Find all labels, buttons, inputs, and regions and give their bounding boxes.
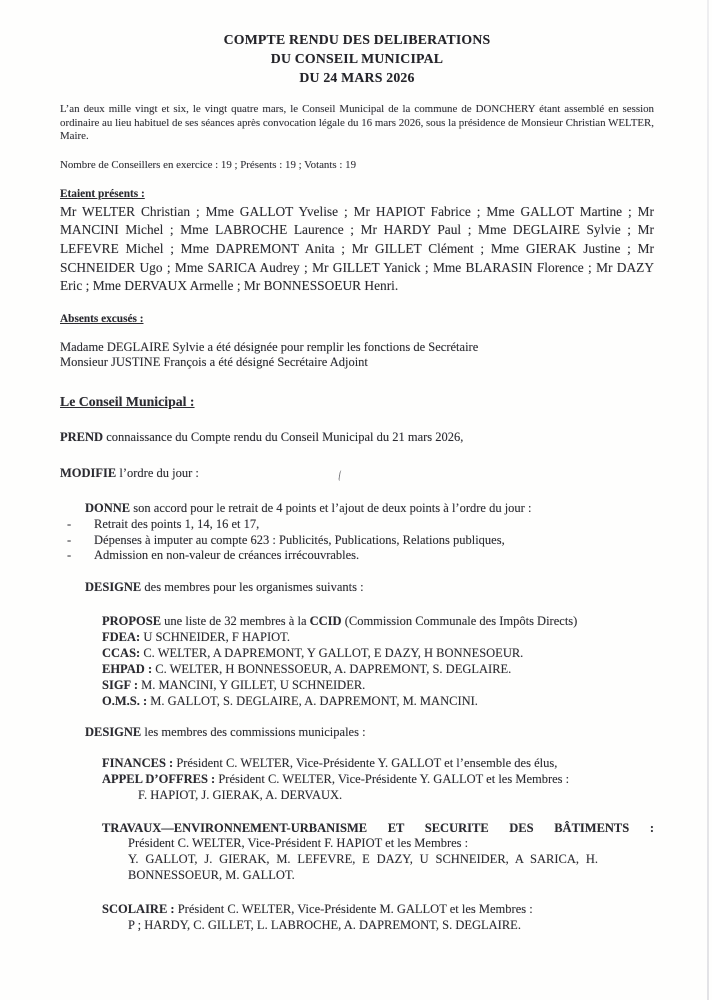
commissions-block xyxy=(102,756,654,788)
organisme-ccas xyxy=(102,645,654,661)
document-title xyxy=(60,30,654,87)
present-heading: Etaient présents : xyxy=(60,187,145,200)
commission-scolaire-members: P ; HARDY, C. GILLET, L. LABROCHE, A. DAPREMONT, S. DEGLAIRE. xyxy=(128,917,521,932)
organisme-label: O.M.S. : xyxy=(102,693,148,708)
list-item-text: Admission en non-valeur de créances irrécouvrables. xyxy=(94,548,360,563)
keyword-propose: PROPOSE xyxy=(102,613,162,628)
organisme-members: M. MANCINI, Y GILLET, U SCHNEIDER. xyxy=(141,677,366,692)
organisme-fdea xyxy=(102,629,654,645)
commission-appel-members: F. HAPIOT, J. GIERAK, A. DERVAUX. xyxy=(138,787,343,802)
organisme-ehpad xyxy=(102,661,654,677)
statement-modifie xyxy=(60,466,654,482)
keyword-designe: DESIGNE xyxy=(85,580,142,595)
commission-travaux-label: TRAVAUX—ENVIRONNEMENT-URBANISME ET SECURITE DES BÂTIMENTS : xyxy=(102,820,654,835)
propose-text-after: (Commission Communale des Impôts Directs) xyxy=(344,613,578,628)
commission-finances xyxy=(102,756,654,772)
statement-donne xyxy=(85,501,654,517)
secretary-line-2: Monsieur JUSTINE François a été désigné Secrétaire Adjoint xyxy=(60,355,368,370)
organismes-block xyxy=(102,613,654,709)
absent-heading: Absents excusés : xyxy=(60,312,144,325)
title-line-3: DU 24 MARS 2026 xyxy=(299,70,415,85)
statement-designe-commissions xyxy=(85,725,654,741)
commission-text: Président C. WELTER, Vice-Présidente Y. GALLOT et l’ensemble des élus, xyxy=(176,756,558,771)
secretary-line-1: Madame DEGLAIRE Sylvie a été désignée pour remplir les fonctions de Secrétaire xyxy=(60,339,479,354)
counts-line: Nombre de Conseillers en exercice : 19 ; Présents : 19 ; Votants : 19 xyxy=(60,158,357,171)
bullet-dash: - xyxy=(67,548,72,563)
list-item-text: Retrait des points 1, 14, 16 et 17, xyxy=(94,516,260,531)
statement-designe-text: des membres pour les organismes suivants : xyxy=(144,580,364,595)
list-item-text: Dépenses à imputer au compte 623 : Publicités, Publications, Relations publiques, xyxy=(94,532,505,547)
propose-line xyxy=(102,613,654,629)
commission-label: APPEL D’OFFRES : xyxy=(102,772,216,787)
statement-prend xyxy=(60,430,654,446)
keyword-designe: DESIGNE xyxy=(85,724,142,739)
bullet-dash: - xyxy=(67,516,72,531)
secretary-lines xyxy=(60,340,654,371)
keyword-modifie: MODIFIE xyxy=(60,465,117,480)
keyword-donne: DONNE xyxy=(85,501,131,516)
title-line-2: DU CONSEIL MUNICIPAL xyxy=(270,51,444,66)
statement-prend-text: connaissance du Compte rendu du Conseil Municipal du 21 mars 2026, xyxy=(106,429,464,444)
organisme-label: FDEA: xyxy=(102,629,141,644)
organisme-label: SIGF : xyxy=(102,677,138,692)
statement-designe-organismes xyxy=(85,580,654,596)
organisme-label: CCAS: xyxy=(102,645,141,660)
council-heading: Le Conseil Municipal : xyxy=(60,393,195,409)
organisme-members: U SCHNEIDER, F HAPIOT. xyxy=(143,629,290,644)
organisme-label: EHPAD : xyxy=(102,661,153,676)
keyword-prend: PREND xyxy=(60,429,104,444)
list-item-depenses xyxy=(67,533,654,549)
commission-label: FINANCES : xyxy=(102,756,174,771)
organisme-members: C. WELTER, H BONNESSOEUR, A. DAPREMONT, S. DEGLAIRE. xyxy=(155,661,512,676)
commission-appel-offres xyxy=(102,772,654,788)
list-item-admission xyxy=(67,548,654,564)
keyword-ccid: CCID xyxy=(309,613,342,628)
propose-text-before: une liste de 32 membres à la xyxy=(164,613,307,628)
organisme-oms xyxy=(102,693,654,709)
intro-paragraph: L’an deux mille vingt et six, le vingt quatre mars, le Conseil Municipal de la commune de DONCHERY étant assemblé en session ordinaire au lieu habituel de ses séances après convocation légale du 16 mars 2026, sous la présidence de Monsieur Christian WELTER, Maire. xyxy=(60,103,654,143)
commission-text: Président C. WELTER, Vice-Présidente M. GALLOT et les Membres : xyxy=(177,901,533,916)
statement-donne-text: son accord pour le retrait de 4 points et l’ajout de deux points à l’ordre du jour : xyxy=(133,501,532,516)
organisme-members: C. WELTER, A DAPREMONT, Y GALLOT, E DAZY, H BONNESOEUR. xyxy=(143,645,524,660)
commission-travaux-presidents: Président C. WELTER, Vice-Président F. HAPIOT et les Membres : xyxy=(128,836,469,851)
commission-scolaire xyxy=(102,902,654,918)
statement-modifie-text: l’ordre du jour : xyxy=(119,465,199,480)
bullet-dash: - xyxy=(67,532,72,547)
present-list: Mr WELTER Christian ; Mme GALLOT Yvelise ; Mr HAPIOT Fabrice ; Mme GALLOT Martine ; Mr MANCINI Michel ; Mme LABROCHE Laurence ; Mr HARDY Paul ; Mme DEGLAIRE Sylvie ; Mr LEFEVRE Michel ; Mme DAPREMONT Anita ; Mr GILLET Clément ; Mme GIERAK Justine ; Mr SCHNEIDER Ugo ; Mme SARICA Audrey ; Mr GILLET Yanick ; Mme BLARASIN Florence ; Mr DAZY Eric ; Mme DERVAUX Armelle ; Mr BONNESSOEUR Henri. xyxy=(60,203,654,294)
statement-designe-text: les membres des commissions municipales : xyxy=(144,724,366,739)
organisme-members: M. GALLOT, S. DEGLAIRE, A. DAPREMONT, M. MANCINI. xyxy=(150,693,478,708)
commission-label: SCOLAIRE : xyxy=(102,901,175,916)
organisme-sigf xyxy=(102,677,654,693)
title-line-1: COMPTE RENDU DES DELIBERATIONS xyxy=(223,32,491,47)
commission-travaux-members: Y. GALLOT, J. GIERAK, M. LEFEVRE, E DAZY, U SCHNEIDER, A SARICA, H. BONNESSOEUR, M. GALLOT. xyxy=(128,852,598,883)
list-item-retrait xyxy=(67,517,654,533)
commission-text: Président C. WELTER, Vice-Présidente Y. GALLOT et les Membres : xyxy=(218,772,570,787)
